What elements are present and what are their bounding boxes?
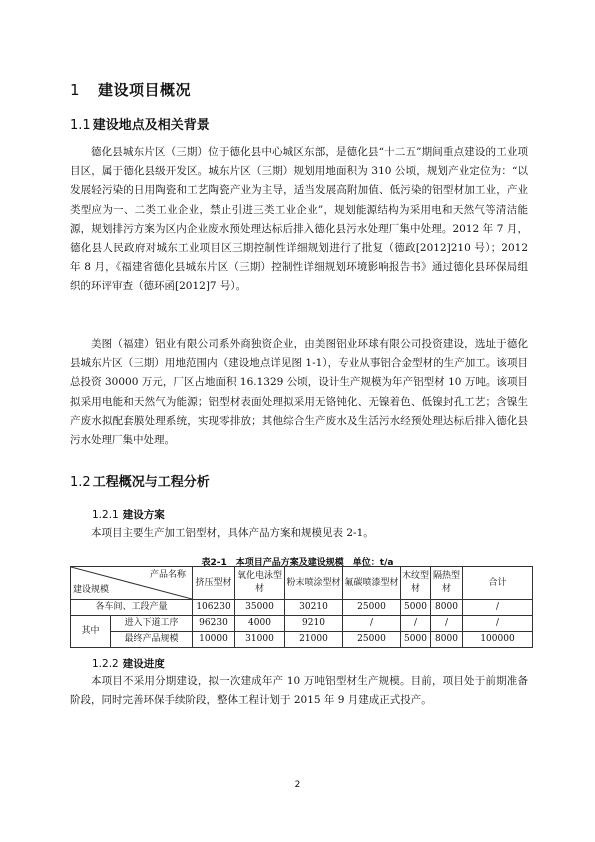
paragraph-schedule: 本项目不采用分期建设，拟一次建成年产 10 万吨铝型材生产规模。目前，项目处于前期准备阶段，同时完善环保手续阶段，整体工程计划于 2015 年 9 月建成正式投产。	[70, 675, 528, 707]
subsection-heading-1-2	[70, 471, 210, 490]
column-header: 氟碳喷漆型材	[343, 567, 401, 600]
column-header: 合计	[463, 567, 533, 600]
column-header: 木纹型材	[401, 567, 431, 600]
table-caption: 表2-1 本项目产品方案及建设规模 单位：t/a	[201, 558, 394, 568]
column-header: 隔热型材	[431, 567, 463, 600]
table-cell: 8000	[431, 600, 463, 616]
table-cell: 5000	[401, 600, 431, 616]
row-group-label: 其中	[71, 616, 111, 648]
table-cell: /	[431, 616, 463, 632]
page-number: 2	[294, 780, 301, 790]
table-row	[71, 632, 533, 648]
row-label: 进入下道工序	[111, 616, 193, 632]
table-cell: 4000	[235, 616, 285, 632]
paragraph-company: 美图（福建）铝业有限公司系外商独资企业，由美图铝业环球有限公司投资建设，选址于德化县城东片区（三期）用地范围内（建设地点详见图 1-1），专业从事铝合金型材的生产加工。该项目总投资 30000 万元，厂区占地面积 16.1329 公顷，设计生产规模为年产铝型材 10 万吨。该项目拟采用电能和天然气为能源；铝型材表面处理拟采用无铬钝化、无镍着色、低镍封孔工艺；含镍生产废水拟配套膜处理系统，实现零排放；其他综合生产废水及生活污水经预处理达标后排入德化县污水处理厂集中处理。	[70, 338, 528, 447]
section-heading	[70, 79, 191, 100]
table-cell: 100000	[463, 632, 533, 648]
table-row	[71, 616, 533, 632]
paragraph-background: 德化县城东片区（三期）位于德化县中心城区东部，是德化县“十二五”期间重点建设的工业项目区，属于德化县级开发区。城东片区（三期）规划用地面积为 310 公顷，规划产业定位为：“以发展轻污染的日用陶瓷和工艺陶瓷产业为主导，适当发展高附加值、低污染的铝型材加工业，产业类型应为一、二类工业企业，禁止引进三类工业企业”，规划能源结构为采用电和天然气等清洁能源，规划排污方案为区内企业废水预处理达标后排入德化县污水处理厂集中处理。2012 年 7 月，德化县人民政府对城东工业项目区三期控制性详细规划进行了批复（德政[2012]210 号）；2012 年 8 月，《福建省德化县城东片区（三期）控制性详细规划环境影响报告书》通过德化县环保局组织的环评审查（德环函[2012]7 号）。	[70, 146, 528, 293]
subsection-title: 建设地点及相关背景	[92, 118, 210, 133]
table-cell: 8000	[431, 632, 463, 648]
paragraph-plan: 本项目主要生产加工铝型材，具体产品方案和规模见表 2-1。	[91, 527, 374, 539]
row-label: 各车间、工段产量	[71, 600, 193, 616]
sub-subsection-number: 1.2.1	[92, 509, 119, 521]
table-corner-cell	[71, 567, 193, 600]
column-header: 氧化电泳型材	[235, 567, 285, 600]
table-cell: 96230	[193, 616, 235, 632]
subsection-number: 1.1	[70, 118, 91, 133]
column-header: 挤压型材	[193, 567, 235, 600]
table-cell: /	[463, 600, 533, 616]
sub-subsection-heading-1-2-2	[92, 656, 165, 671]
sub-subsection-heading-1-2-1	[92, 507, 165, 522]
table-cell: /	[463, 616, 533, 632]
table-cell: 5000	[401, 632, 431, 648]
table-cell: 30210	[285, 600, 343, 616]
table-cell: 25000	[343, 632, 401, 648]
sub-subsection-title: 建设方案	[122, 509, 165, 521]
table-cell: 9210	[285, 616, 343, 632]
corner-top-label: 产品名称	[149, 570, 186, 580]
subsection-number: 1.2	[70, 475, 91, 490]
sub-subsection-title: 建设进度	[122, 658, 165, 670]
table-cell: 35000	[235, 600, 285, 616]
table-row	[71, 600, 533, 616]
section-title: 建设项目概况	[98, 81, 192, 99]
table-cell: 25000	[343, 600, 401, 616]
corner-bottom-label: 建设规模	[73, 585, 110, 595]
product-scale-table	[70, 566, 533, 648]
table-cell: /	[343, 616, 401, 632]
subsection-heading-1-1	[70, 114, 210, 133]
sub-subsection-number: 1.2.2	[92, 658, 119, 670]
table-cell: 31000	[235, 632, 285, 648]
row-label: 最终产品规模	[111, 632, 193, 648]
table-cell: 106230	[193, 600, 235, 616]
table-header-row	[71, 567, 533, 600]
table-cell: /	[401, 616, 431, 632]
table-cell: 21000	[285, 632, 343, 648]
column-header: 粉末喷涂型材	[285, 567, 343, 600]
subsection-title: 工程概况与工程分析	[92, 475, 210, 490]
table-cell: 10000	[193, 632, 235, 648]
section-number: 1	[70, 81, 81, 99]
